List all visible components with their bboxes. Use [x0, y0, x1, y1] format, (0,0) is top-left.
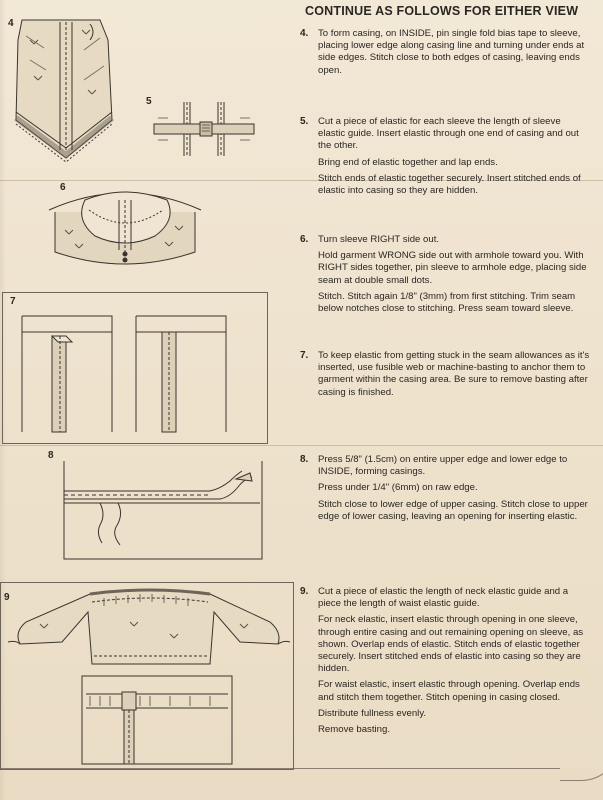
step-paragraph: For waist elastic, insert elastic through opening. Overlap ends and stitch them together. Stitch opening in casing closed. — [318, 679, 580, 703]
step-paragraph: To keep elastic from getting stuck in the seam allowances as it's inserted, use fusible web or machine-basting to anchor them to garment within the casing area. Be sure to remove basting after casing is finished. — [318, 350, 590, 398]
figure-5-label: 5 — [146, 96, 152, 107]
step-5 — [300, 116, 590, 201]
step-paragraph: Distribute fullness evenly. — [318, 707, 427, 719]
step-6 — [300, 234, 590, 319]
step-number: 4. — [300, 28, 309, 39]
step-paragraph: Stitch ends of elastic together securely. Insert stitched ends of elastic into casing so they are hidden. — [318, 172, 581, 197]
step-paragraph: Bring end of elastic together and lap ends. — [318, 156, 498, 168]
step-paragraph: Cut a piece of elastic the length of neck elastic guide and a piece the length of waist elastic guide. — [318, 586, 569, 610]
step-paragraph: Turn sleeve RIGHT side out. — [318, 234, 440, 245]
step-9 — [300, 586, 590, 740]
step-paragraph: Stitch. Stitch again 1/8" (3mm) from first stitching. Trim seam below notches close to stitching. Press seam toward sleeve. — [318, 290, 576, 315]
figure-5-elastic-illustration — [150, 98, 260, 158]
step-number: 6. — [300, 234, 309, 245]
page-heading: CONTINUE AS FOLLOWS FOR EITHER VIEW — [305, 4, 579, 18]
step-paragraph: Cut a piece of elastic for each sleeve the length of sleeve elastic guide. Insert elastic through one end of casing and out the other. — [318, 116, 579, 152]
figure-8-label: 8 — [48, 450, 54, 461]
step-number: 8. — [300, 454, 309, 465]
figure-9-elastic-insertion-illustration — [0, 582, 292, 768]
step-8 — [300, 454, 590, 527]
step-number: 9. — [300, 586, 309, 597]
step-paragraph: Remove basting. — [318, 724, 390, 736]
figure-7-basting-illustration — [2, 292, 266, 442]
figure-9-label: 9 — [4, 592, 10, 603]
step-paragraph: Stitch close to lower edge of upper casing. Stitch close to upper edge of lower casing, leaving an opening for inserting elastic. — [318, 498, 588, 522]
step-7 — [300, 350, 590, 403]
paper-fold-line — [0, 445, 603, 446]
figure-6-armhole-illustration — [45, 180, 205, 270]
step-paragraph: Press under 1/4" (6mm) on raw edge. — [318, 482, 478, 494]
step-number: 7. — [300, 350, 309, 361]
step-paragraph: Press 5/8" (1.5cm) on entire upper edge and lower edge to INSIDE, forming casings. — [318, 454, 568, 478]
figure-6-label: 6 — [60, 182, 66, 193]
step-number: 5. — [300, 116, 309, 127]
step-4 — [300, 28, 590, 81]
step-paragraph: For neck elastic, insert elastic through opening in one sleeve, through entire casing and out remaining opening on sleeve, as shown. Overlap ends of elastic. Stitch ends of elastic together securely. Insert stitched ends of elastic into casing so they are hidden. — [318, 614, 584, 675]
figure-4-sleeve-illustration — [0, 0, 130, 175]
step-paragraph: Hold garment WRONG side out with armhole toward you. With RIGHT sides together, pin sleeve to armhole edge, placing side seam at double small dots. — [318, 250, 587, 286]
figure-7-label: 7 — [10, 296, 16, 307]
figure-4-label: 4 — [8, 18, 14, 29]
step-paragraph: To form casing, on INSIDE, pin single fold bias tape to sleeve, placing lower edge along casing line and turning under ends at side edges. Stitch close to both edges of casing, leaving ends open. — [318, 28, 585, 76]
figure-8-casing-illustration — [60, 455, 270, 565]
